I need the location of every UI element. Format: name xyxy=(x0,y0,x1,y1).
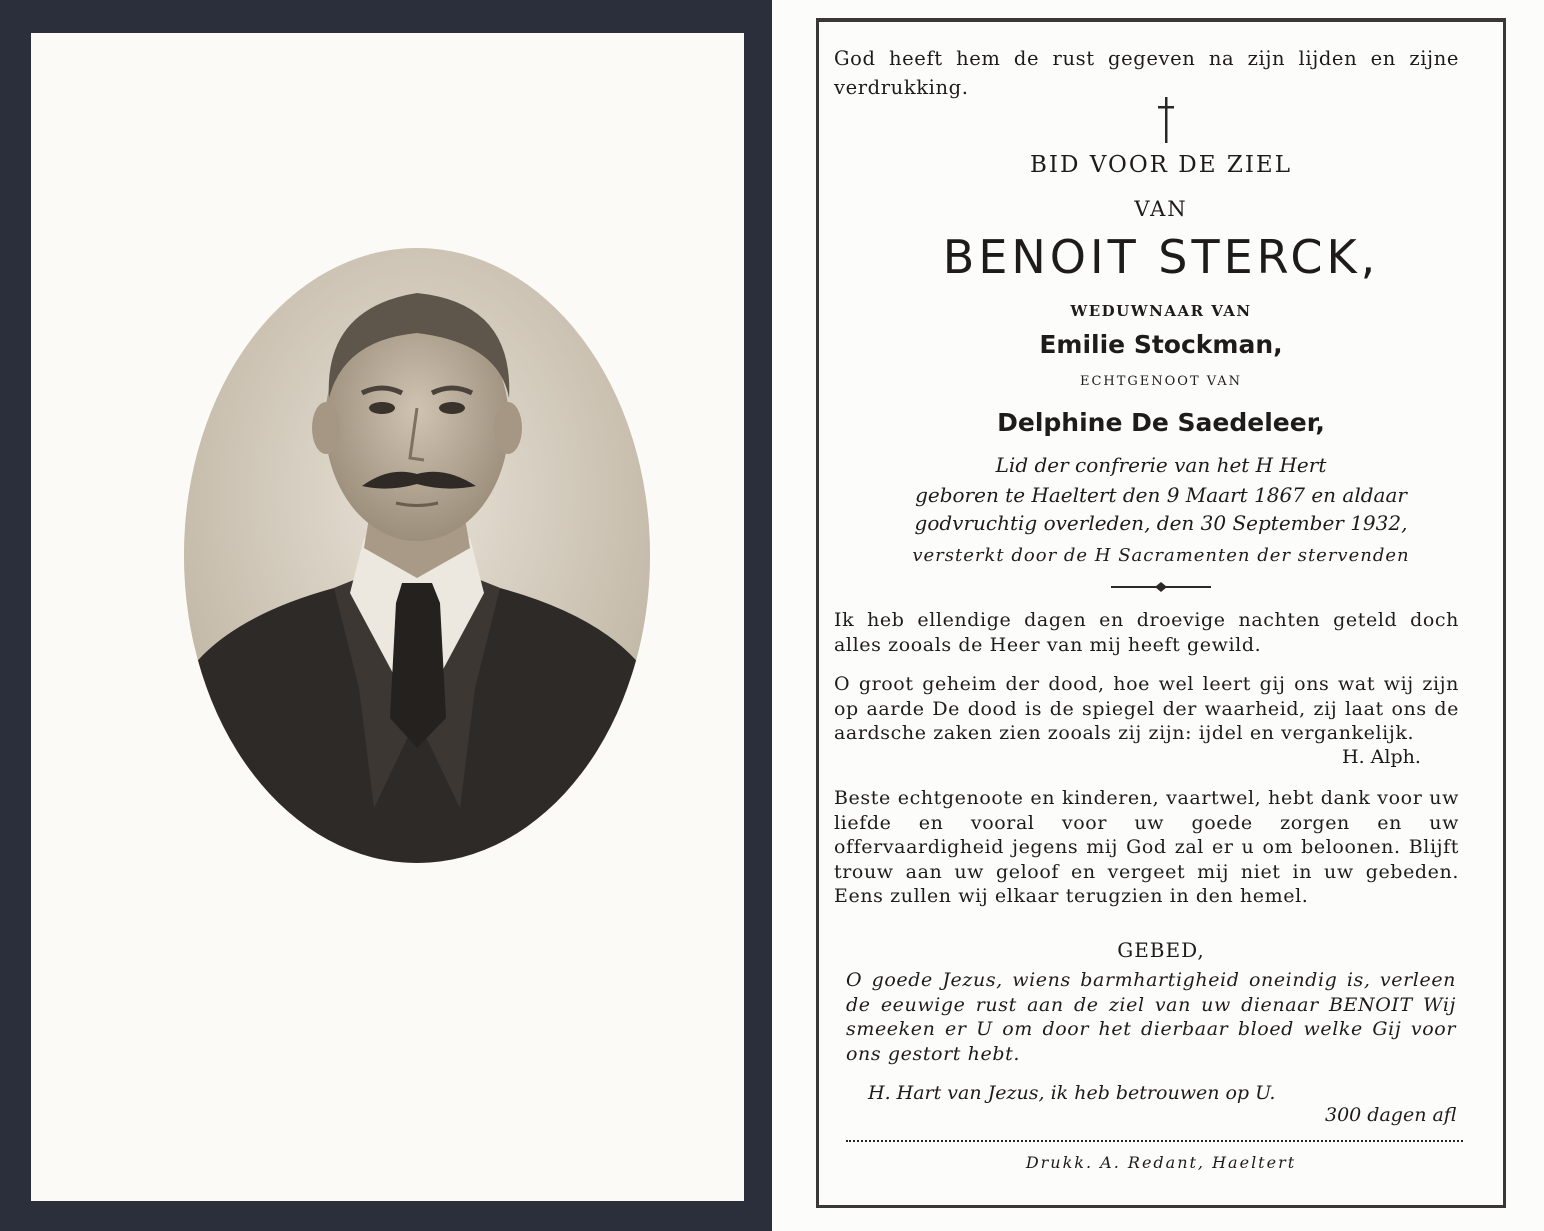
prayer-text: O goede Jezus, wiens barmhartigheid oneindig is, verleen de eeuwige rust aan de ziel van uw dienaar BENOIT Wij smeeken er U om door het dierbaar bloed welke Gij voor ons gestort hebt. xyxy=(846,969,1456,1065)
paragraph-1: Ik heb ellendige dagen en droevige nachten geteld doch alles zooals de Heer van mij heeft gewild. xyxy=(834,609,1459,656)
memorial-text-card xyxy=(772,0,1544,1231)
border-bottom xyxy=(816,1205,1506,1208)
spouse-name: Delphine De Saedeleer, xyxy=(997,408,1325,437)
sacraments-line: versterkt door de H Sacramenten der stervenden xyxy=(912,545,1410,566)
spouse-label: ECHTGENOOT VAN xyxy=(1079,374,1243,389)
cross-icon xyxy=(1156,97,1176,143)
paragraph-3: Beste echtgenoote en kinderen, vaartwel, hebt dank voor uw liefde en vooral voor uw goede zorgen en uw offervaardigheid jegens mij God zal er u om beloonen. Blijft trouw aan uw geloof en vergeet mij niet in uw gebeden. Eens zullen wij elkaar terugzien in den hemel. xyxy=(834,787,1459,907)
indulgence-line: 300 dagen afl xyxy=(1325,1104,1457,1126)
opening-verse: God heeft hem de rust gegeven na zijn lijden en zijne verdrukking. xyxy=(834,47,1459,99)
oval-portrait-photo xyxy=(184,248,650,863)
dotted-divider xyxy=(846,1140,1463,1142)
paragraph-2: O groot geheim der dood, hoe wel leert gij ons wat wij zijn op aarde De dood is de spiegel der waarheid, zij laat ons de aardsche zaken zien zooals zij zijn: ijdel en vergankelijk. xyxy=(834,673,1459,744)
heading-van: VAN xyxy=(1134,197,1188,221)
divider-ornament xyxy=(1111,580,1211,594)
portrait-illustration xyxy=(184,248,650,863)
border-top xyxy=(816,18,1506,22)
death-line: godvruchtig overleden, den 30 September 1932, xyxy=(914,511,1408,535)
printer-credit: Drukk. A. Redant, Haeltert xyxy=(1025,1153,1297,1172)
first-wife-name: Emilie Stockman, xyxy=(1039,330,1283,359)
heading-pray: BID VOOR DE ZIEL xyxy=(1030,152,1292,178)
birth-line: geboren te Haeltert den 9 Maart 1867 en aldaar xyxy=(915,483,1407,507)
deceased-name: BENOIT STERCK, xyxy=(942,230,1380,284)
paragraph-2-attribution: H. Alph. xyxy=(1342,746,1421,768)
widower-label: WEDUWNAAR VAN xyxy=(1070,302,1252,320)
invocation-line: H. Hart van Jezus, ik heb betrouwen op U. xyxy=(868,1082,1276,1104)
prayer-title: GEBED, xyxy=(1117,938,1205,962)
portrait-card-inner xyxy=(31,33,744,1201)
membership-line: Lid der confrerie van het H Hert xyxy=(995,453,1327,477)
